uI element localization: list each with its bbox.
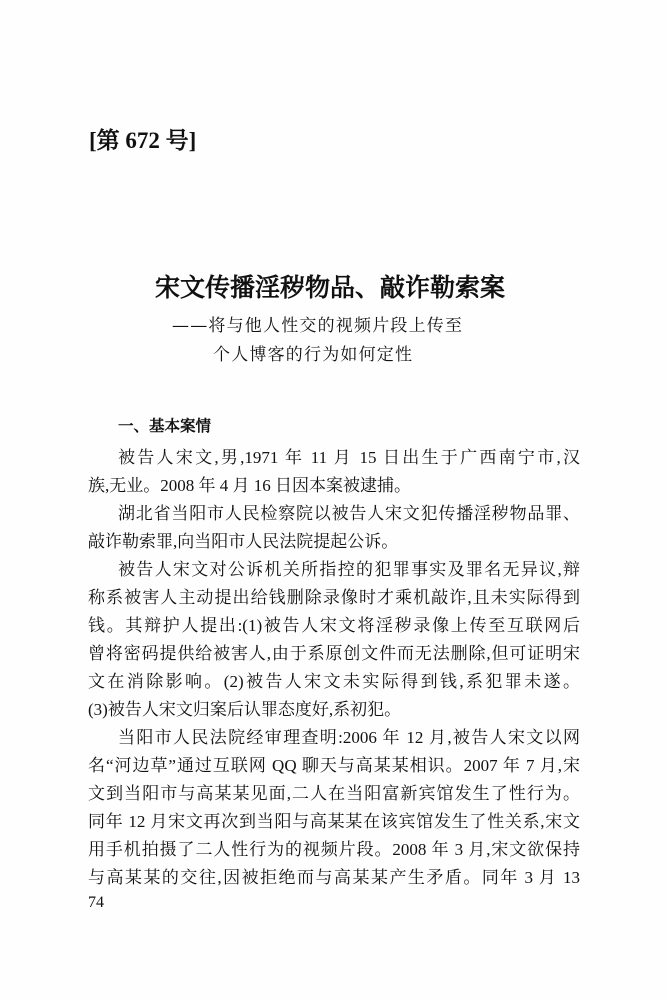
- body-text: [88, 446, 580, 894]
- section-heading: 一、基本案情: [118, 417, 212, 435]
- body-line: 族,无业。2008 年 4 月 16 日因本案被逮捕。: [88, 476, 411, 495]
- body-line: 钱。其辩护人提出:(1)被告人宋文将淫秽录像上传至互联网后: [88, 616, 580, 635]
- page-number: 74: [88, 894, 104, 911]
- body-line: 名“河边草”通过互联网 QQ 聊天与高某某相识。2007 年 7 月,宋: [88, 756, 580, 775]
- body-line: 文在消除影响。(2)被告人宋文未实际得到钱,系犯罪未遂。: [88, 672, 580, 691]
- body-line: 同年 12 月宋文再次到当阳与高某某在该宾馆发生了性关系,宋文: [88, 812, 580, 831]
- body-line: 称系被害人主动提出给钱删除录像时才乘机敲诈,且未实际得到: [88, 588, 580, 607]
- subtitle-line: ——将与他人性交的视频片段上传至: [172, 316, 464, 336]
- body-line: 湖北省当阳市人民检察院以被告人宋文犯传播淫秽物品罪、: [118, 504, 580, 523]
- body-line: 用手机拍摄了二人性行为的视频片段。2008 年 3 月,宋文欲保持: [88, 840, 580, 859]
- subtitle-line: 个人博客的行为如何定性: [213, 345, 414, 365]
- body-line: 文到当阳市与高某某见面,二人在当阳富新宾馆发生了性行为。: [88, 784, 580, 803]
- body-line: (3)被告人宋文归案后认罪态度好,系初犯。: [88, 700, 402, 719]
- case-number: [第 672 号]: [89, 128, 197, 153]
- case-title: 宋文传播淫秽物品、敲诈勒索案: [155, 273, 506, 302]
- body-line: 敲诈勒索罪,向当阳市人民法院提起公诉。: [88, 532, 399, 551]
- body-line: 曾将密码提供给被害人,由于系原创文件而无法删除,但可证明宋: [88, 644, 580, 663]
- body-line: 被告人宋文,男,1971 年 11 月 15 日出生于广西南宁市,汉: [118, 448, 580, 467]
- body-line: 当阳市人民法院经审理查明:2006 年 12 月,被告人宋文以网: [118, 728, 580, 747]
- body-line: 与高某某的交往,因被拒绝而与高某某产生矛盾。同年 3 月 13: [88, 868, 580, 887]
- body-line: 被告人宋文对公诉机关所指控的犯罪事实及罪名无异议,辩: [118, 560, 580, 579]
